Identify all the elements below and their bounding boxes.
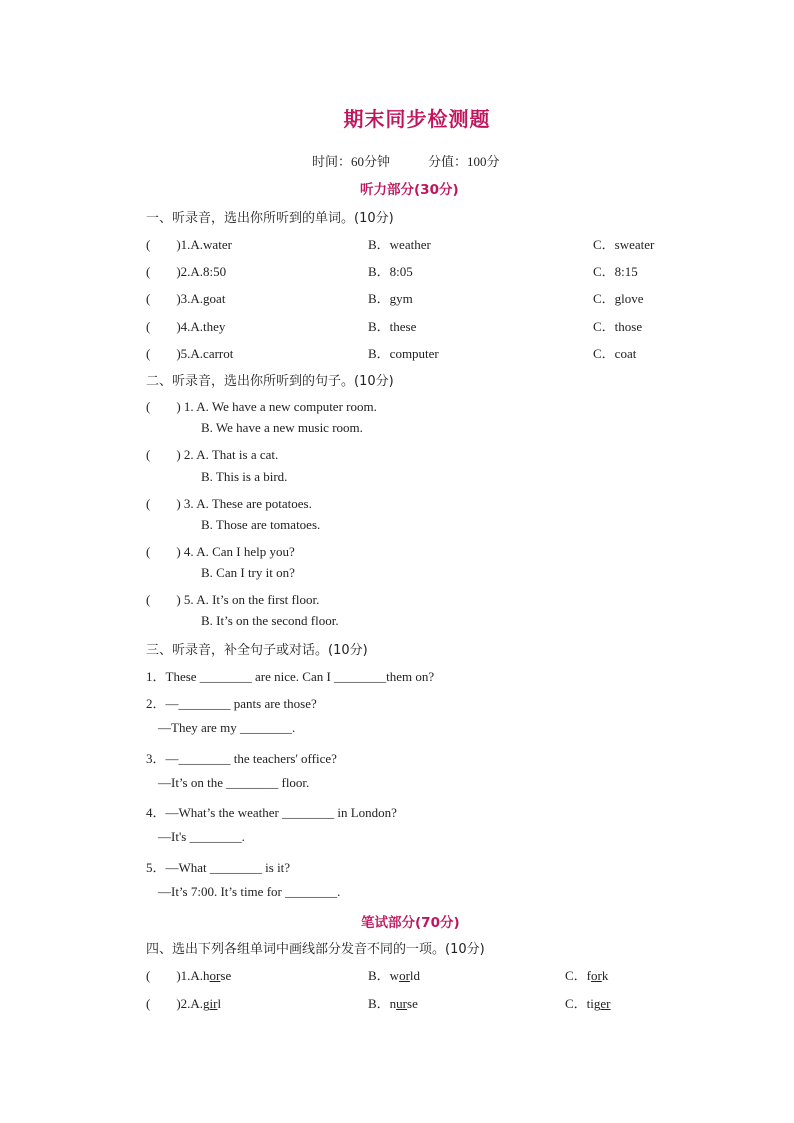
- underlined-letters: ir: [209, 996, 218, 1011]
- underlined-letters: or: [399, 968, 410, 983]
- question-option-c: C．sweater: [593, 237, 655, 252]
- question-option-b: B．weather: [368, 237, 431, 252]
- question-option-b: B．computer: [368, 346, 439, 361]
- sentence-option-a: ( ) 3. A. These are potatoes.: [146, 496, 312, 511]
- question-option-b: B．world: [368, 968, 421, 983]
- sentence-option-b: B. It’s on the second floor.: [201, 613, 339, 628]
- question-option-a: ( )1.A.horse: [146, 968, 232, 983]
- fill-in-line: —It’s 7:00. It’s time for ________.: [158, 884, 341, 899]
- listening-part-heading: 听力部分(30分): [360, 182, 459, 198]
- sentence-option-a: ( ) 1. A. We have a new computer room.: [146, 399, 377, 414]
- question-option-a: ( )2.A.8:50: [146, 264, 227, 279]
- fill-in-line: 2．—________ pants are those?: [146, 696, 317, 711]
- question-option-b: B．8:05: [368, 264, 413, 279]
- sentence-option-a: ( ) 5. A. It’s on the first floor.: [146, 592, 320, 607]
- section-1-heading: 一、听录音，选出你所听到的单词。(10分): [146, 211, 394, 226]
- fill-in-line: 1．These ________ are nice. Can I ________them on?: [146, 669, 435, 684]
- fill-in-line: —It’s on the ________ floor.: [158, 775, 310, 790]
- page-title: 期末同步检测题: [343, 107, 491, 131]
- fill-in-line: —It's ________.: [158, 829, 245, 844]
- question-option-c: C．those: [593, 319, 643, 334]
- question-option-b: B．these: [368, 319, 417, 334]
- question-option-a: ( )2.A.girl: [146, 996, 222, 1011]
- writing-part-heading: 笔试部分(70分): [361, 915, 460, 931]
- question-option-c: C．fork: [565, 968, 609, 983]
- fill-in-line: 3．—________ the teachers' office?: [146, 751, 337, 766]
- underlined-letters: ur: [396, 996, 408, 1011]
- sentence-option-a: ( ) 4. A. Can I help you?: [146, 544, 295, 559]
- sentence-option-b: B. Those are tomatoes.: [201, 517, 321, 532]
- question-option-c: C．coat: [593, 346, 637, 361]
- question-option-c: C．tiger: [565, 996, 611, 1011]
- question-option-a: ( )3.A.goat: [146, 291, 226, 306]
- question-option-a: ( )1.A.water: [146, 237, 232, 252]
- question-option-b: B．gym: [368, 291, 413, 306]
- sentence-option-a: ( ) 2. A. That is a cat.: [146, 447, 279, 462]
- underlined-letters: or: [209, 968, 221, 983]
- underlined-letters: er: [600, 996, 611, 1011]
- underlined-letters: or: [591, 968, 602, 983]
- question-option-a: ( )5.A.carrot: [146, 346, 234, 361]
- section-3-heading: 三、听录音，补全句子或对话。(10分): [146, 643, 368, 658]
- fill-in-line: —They are my ________.: [158, 720, 296, 735]
- sentence-option-b: B. Can I try it on?: [201, 565, 295, 580]
- sentence-option-b: B. We have a new music room.: [201, 420, 363, 435]
- question-option-a: ( )4.A.they: [146, 319, 226, 334]
- section-2-heading: 二、听录音，选出你所听到的句子。(10分): [146, 374, 394, 389]
- question-option-c: C．8:15: [593, 264, 638, 279]
- fill-in-line: 4．—What’s the weather ________ in London?: [146, 805, 397, 820]
- section-4-heading: 四、选出下列各组单词中画线部分发音不同的一项。(10分): [146, 942, 485, 957]
- sentence-option-b: B. This is a bird.: [201, 469, 288, 484]
- time-limit: 时间：60分钟: [312, 154, 391, 169]
- total-score: 分值：100分: [428, 154, 500, 169]
- question-option-b: B．nurse: [368, 996, 418, 1011]
- fill-in-line: 5．—What ________ is it?: [146, 860, 291, 875]
- question-option-c: C．glove: [593, 291, 644, 306]
